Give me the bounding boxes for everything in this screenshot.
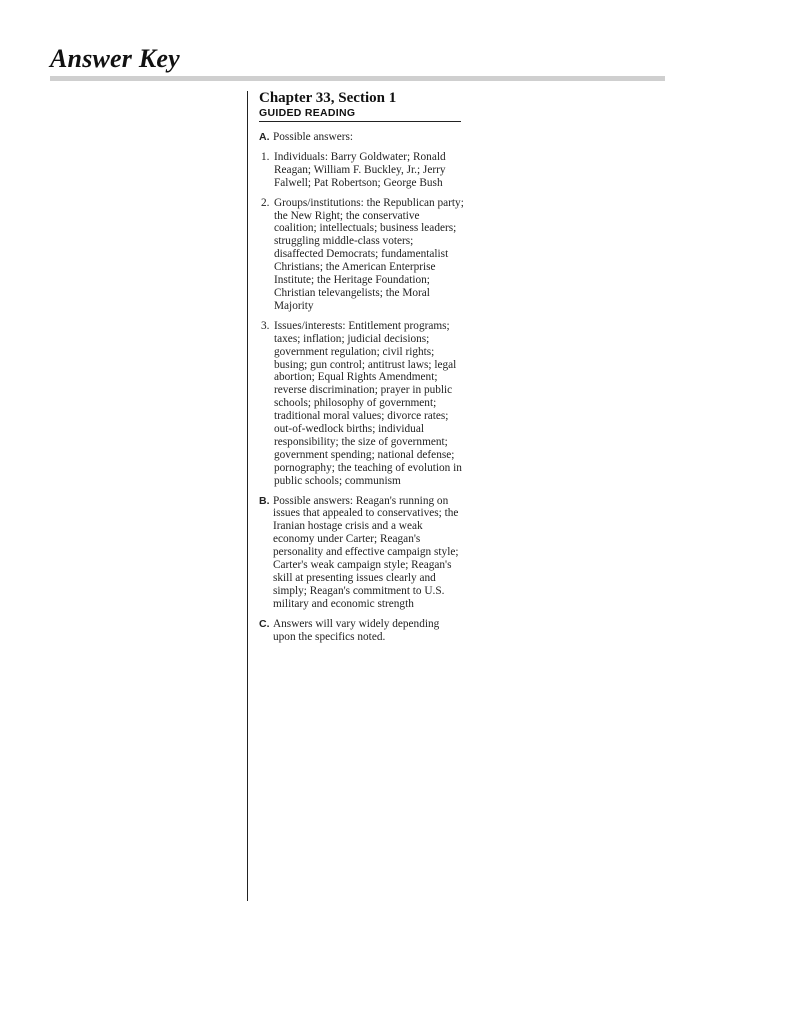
answer-column: [259, 89, 464, 644]
header-divider: [50, 76, 665, 81]
part-b-text: Possible answers: Reagan's running on issues that appealed to conservatives; the Iranian hostage crisis and a weak economy under Carter; Reagan's personality and effective campaign style; Carter's weak campaign style; Reagan's skill at presenting issues clearly and simply; Reagan's commitment to U.S. military and economic strength: [273, 494, 459, 610]
column-divider: [247, 91, 248, 901]
part-c-text: Answers will vary widely depending upon the specifics noted.: [273, 617, 440, 643]
list-item-number: 1.: [261, 150, 270, 163]
list-item: [259, 320, 464, 488]
list-item: [259, 151, 464, 190]
part-a: [259, 131, 464, 144]
part-b: [259, 495, 464, 611]
list-item-text: Groups/institutions: the Republican party; the New Right; the conservative coalition; intellectuals; business leaders; struggling middle-class voters; disaffected Democrats; fundamentalist Christians; the American Enterprise Institute; the Heritage Foundation; Christian televangelists; the Moral Majority: [274, 196, 464, 312]
part-a-letter: A.: [259, 131, 270, 143]
part-b-letter: B.: [259, 494, 270, 507]
page-title: Answer Key: [50, 44, 180, 73]
chapter-title: Chapter 33, Section 1: [259, 90, 397, 106]
section-subtitle: GUIDED READING: [259, 107, 461, 122]
part-a-intro: Possible answers:: [273, 131, 354, 143]
list-item-text: Issues/interests: Entitlement programs; taxes; inflation; judicial decisions; government regulation; civil rights; busing; gun control; antitrust laws; legal abortion; Equal Rights Amendment; reverse discrimination; prayer in public schools; philosophy of government; traditional moral values; divorce rates; out-of-wedlock births; individual responsibility; the size of government; government spending; national defense; pornography; the teaching of evolution in public schools; communism: [274, 319, 462, 487]
list-item-text: Individuals: Barry Goldwater; Ronald Reagan; William F. Buckley, Jr.; Jerry Falwell; Pat Robertson; George Bush: [274, 150, 446, 189]
list-item-number: 3.: [261, 319, 270, 332]
part-c: [259, 618, 464, 644]
part-c-letter: C.: [259, 617, 270, 630]
list-item: [259, 197, 464, 313]
list-item-number: 2.: [261, 196, 270, 209]
part-a-list: [259, 151, 464, 488]
